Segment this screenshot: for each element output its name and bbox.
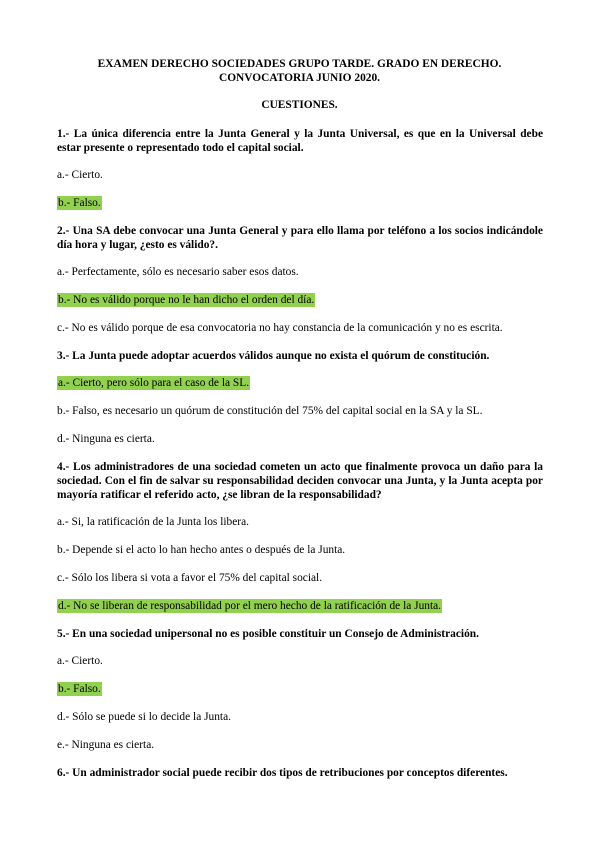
correct-answer-highlight: a.- Cierto, pero sólo para el caso de la SL. <box>58 377 250 389</box>
q1-option-b <box>57 196 543 210</box>
question-2: 2.- Una SA debe convocar una Junta General y para ello llama por teléfono a los socios indicándole día hora y lugar, ¿esto es válido?. <box>57 225 543 251</box>
exam-title-line-1: EXAMEN DERECHO SOCIEDADES GRUPO TARDE. GRADO EN DERECHO. <box>97 58 502 70</box>
option-text: a.- Cierto. <box>57 169 103 181</box>
section-heading: CUESTIONES. <box>261 99 338 111</box>
option-text: d.- Sólo se puede si lo decide la Junta. <box>57 711 231 723</box>
option-text: b.- Falso, es necesario un quórum de constitución del 75% del capital social en la SA y la SL. <box>57 405 483 417</box>
q3-option-b <box>57 404 543 418</box>
correct-answer-highlight: d.- No se liberan de responsabilidad por el mero hecho de la ratificación de la Junta. <box>58 600 442 612</box>
q2-option-b <box>57 293 543 307</box>
q5-option-a <box>57 654 543 668</box>
q4-option-d <box>57 599 543 613</box>
question-1: 1.- La única diferencia entre la Junta General y la Junta Universal, es que en la Universal debe estar presente o representado todo el capital social. <box>57 128 543 154</box>
q4-option-c <box>57 571 543 585</box>
option-text: e.- Ninguna es cierta. <box>57 739 155 751</box>
q2-option-c <box>57 321 543 335</box>
option-text: a.- Perfectamente, sólo es necesario saber esos datos. <box>57 266 299 278</box>
correct-answer-highlight: b.- No es válido porque no le han dicho el orden del día. <box>58 294 315 306</box>
q1-option-a <box>57 168 543 182</box>
option-text: d.- Ninguna es cierta. <box>57 433 155 445</box>
q5-option-e <box>57 738 543 752</box>
q5-option-b <box>57 682 543 696</box>
question-6: 6.- Un administrador social puede recibir dos tipos de retribuciones por conceptos diferentes. <box>57 767 508 779</box>
option-text: a.- Cierto. <box>57 655 103 667</box>
option-text: c.- Sólo los libera si vota a favor el 75% del capital social. <box>57 572 323 584</box>
q2-option-a <box>57 265 543 279</box>
option-text: b.- Depende si el acto lo han hecho antes o después de la Junta. <box>57 544 346 556</box>
option-text: a.- Si, la ratificación de la Junta los libera. <box>57 516 249 528</box>
question-5: 5.- En una sociedad unipersonal no es posible constituir un Consejo de Administración. <box>57 628 479 640</box>
q3-option-d <box>57 432 543 446</box>
correct-answer-highlight: b.- Falso. <box>58 683 101 695</box>
question-4: 4.- Los administradores de una sociedad cometen un acto que finalmente provoca un daño para la sociedad. Con el fin de salvar su responsabilidad deciden convocar una Junta, y la Junta acepta por mayoría ratificar el referido acto, ¿se libran de la responsabilidad? <box>57 461 543 501</box>
option-text: c.- No es válido porque de esa convocatoria no hay constancia de la comunicación y no es escrita. <box>57 322 503 334</box>
q4-option-b <box>57 543 543 557</box>
q4-option-a <box>57 515 543 529</box>
exam-title-line-2: CONVOCATORIA JUNIO 2020. <box>218 72 381 84</box>
q3-option-a <box>57 376 543 390</box>
correct-answer-highlight: b.- Falso. <box>58 197 101 209</box>
q5-option-d <box>57 710 543 724</box>
question-3: 3.- La Junta puede adoptar acuerdos válidos aunque no exista el quórum de constitución. <box>57 350 490 362</box>
